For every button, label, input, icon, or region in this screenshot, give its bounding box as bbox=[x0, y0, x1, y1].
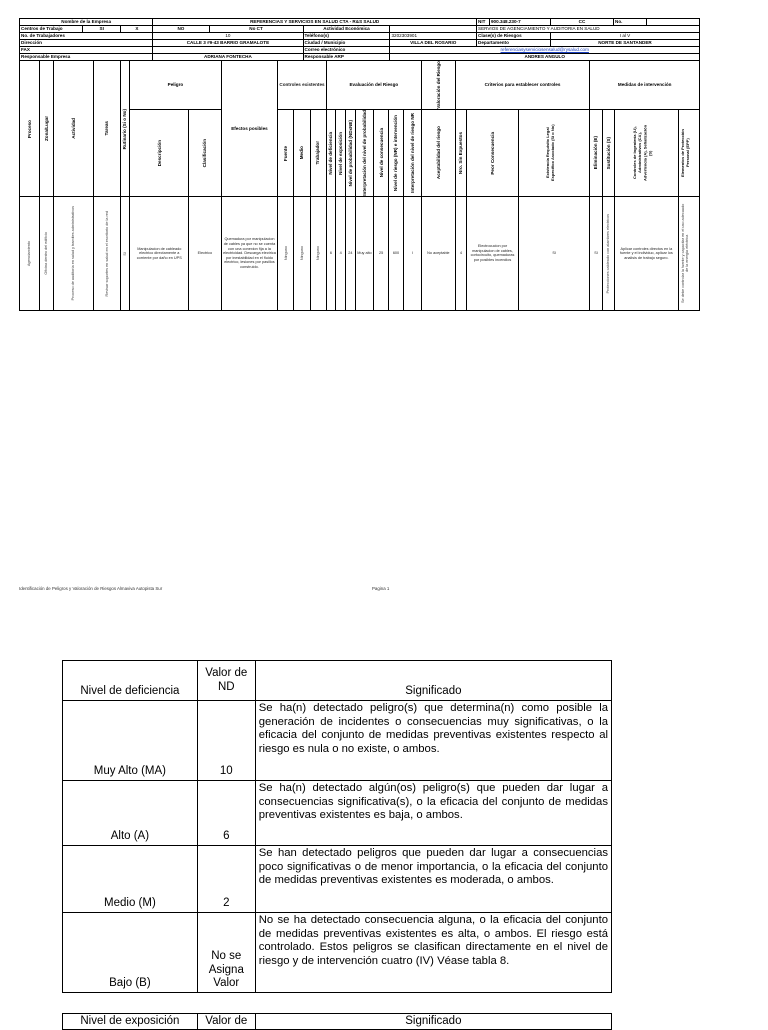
actividad-label: Actividad Económica bbox=[303, 26, 390, 33]
col-ingenieria: Controles de Ingeniería (I.I), Administrativos (CA), Advertencia (A), Señalización (S) bbox=[614, 110, 678, 197]
depto-value: NORTE DE SANTANDER bbox=[551, 40, 700, 47]
company-name: REFERENCIAS Y SERVICIOS EN SALUD CTA - R&S SALUD bbox=[153, 19, 477, 26]
direccion-label: Dirección bbox=[20, 40, 153, 47]
deficiencia-row-significado: Se ha(n) detectado peligro(s) que determina(n) como posible la generación de incidentes o consecuencias muy significativas, o la eficacia del conjunto de medidas preventivas existentes respecto al riesgo es nula o no existe, o ambos. bbox=[255, 701, 611, 781]
exposicion-table bbox=[62, 1013, 612, 1030]
deficiencia-header-significado: Significado bbox=[255, 661, 611, 701]
centros-no: NO bbox=[153, 26, 209, 33]
cell-fuente: Ninguno bbox=[278, 196, 294, 310]
risk-table bbox=[19, 60, 700, 311]
direccion-value: CALLE 3 #9-43 BARRIO GRAMALOTE bbox=[153, 40, 303, 47]
col-inr: Interpretación del nivel de riesgo NR bbox=[403, 110, 421, 197]
col-expuestos: Nro. Sin Expuestos bbox=[455, 110, 467, 197]
col-tareas: Tareas bbox=[93, 61, 120, 197]
trabajadores-value: 10 bbox=[153, 33, 303, 40]
cell-medio: Ninguno bbox=[294, 196, 310, 310]
col-requisito: Existencia Requisito Legal Específico Asociado (Si o No) bbox=[518, 110, 590, 197]
cell-sustitucion: Protecciones cableado con alambres electricos bbox=[602, 196, 614, 310]
cell-efectos: Quemadura por manipulacion de cables ya que no se cuenta con una conexion fija a la electricidad. Descarga electrica por inestabilidad en el fluido electrico, lesiones por pasillos construido. bbox=[221, 196, 278, 310]
cell-nr: 600 bbox=[389, 196, 404, 310]
ciudad-value: VILLA DEL ROSARIO bbox=[390, 40, 477, 47]
col-inp: Interpretación del nivel de probabilidad bbox=[355, 110, 373, 197]
col-valoracion: Valoración del Riesgo bbox=[422, 61, 455, 110]
deficiencia-table bbox=[62, 660, 612, 993]
deficiencia-row-valor: 10 bbox=[197, 701, 255, 781]
col-sustitucion: Sustitución (S) bbox=[602, 110, 614, 197]
deficiencia-row-valor: No se Asigna Valor bbox=[197, 913, 255, 993]
col-ne: Nivel de exposición bbox=[336, 110, 346, 197]
col-epp: Elementos de Protección Personal (EPP) bbox=[678, 110, 699, 197]
col-trabajador: Trabajador bbox=[310, 110, 326, 197]
deficiencia-row-nivel: Muy Alto (MA) bbox=[63, 701, 198, 781]
col-nr: Nivel de riesgo (NR) e intervención bbox=[389, 110, 404, 197]
col-zona: Zona/Lugar bbox=[39, 61, 53, 197]
exposicion-header-significado: Significado bbox=[255, 1014, 611, 1030]
nit-label: NIT bbox=[477, 19, 490, 26]
deficiencia-header-valor: Valor de ND bbox=[197, 661, 255, 701]
col-clasificacion: Clasificación bbox=[189, 110, 221, 197]
col-medio: Medio bbox=[294, 110, 310, 197]
cell-proceso: Agenciamiento bbox=[20, 196, 40, 310]
col-evaluacion: Evaluación del Riesgo bbox=[326, 61, 422, 110]
footer-page-number: Pagina 1 bbox=[372, 586, 390, 591]
col-eliminacion: Eliminación (E) bbox=[590, 110, 602, 197]
deficiencia-row-nivel: Alto (A) bbox=[63, 781, 198, 846]
no-ct-label: No CT bbox=[209, 26, 303, 33]
company-header-table bbox=[19, 18, 700, 61]
cell-tareas: Revisar soportes en salud en el escritorio de la red bbox=[93, 196, 120, 310]
cell-rutinario: SI bbox=[120, 196, 130, 310]
deficiencia-row-nivel: Bajo (B) bbox=[63, 913, 198, 993]
no-label: No. bbox=[614, 19, 647, 26]
exposicion-header-nivel: Nivel de exposición bbox=[63, 1014, 198, 1030]
company-name-label: Nombre de la Empresa bbox=[20, 19, 153, 26]
exposicion-table-wrap bbox=[62, 1013, 612, 1030]
cell-zona: Oficina dentro del edificio bbox=[39, 196, 53, 310]
footer-document-title: Identificación de Peligros y Valoración de Riesgos Almaviva Autopista Sur bbox=[19, 586, 163, 591]
cell-eliminacion: SI bbox=[590, 196, 602, 310]
centros-label: Centros de Trabajo bbox=[20, 26, 83, 33]
correo-link[interactable]: referenciasyserviciosensalud@rysalud.com bbox=[390, 47, 700, 54]
col-medidas: Medidas de intervención bbox=[590, 61, 700, 110]
exposicion-header-valor: Valor de bbox=[197, 1014, 255, 1030]
cell-inr: I bbox=[403, 196, 421, 310]
col-descripcion: Descripción bbox=[130, 110, 189, 197]
cell-np: 24 bbox=[346, 196, 356, 310]
resp-empresa-value: ADRIANA FONTECHA bbox=[153, 54, 303, 61]
resp-arp-value: ANDRES ANGULO bbox=[390, 54, 700, 61]
correo-label: Correo electrónico bbox=[303, 47, 390, 54]
actividad-value: SERVIOS DE AGENCIAMIENTO Y AUDITORIA EN SALUD bbox=[477, 26, 700, 33]
ciudad-label: Ciudad / Municipio bbox=[303, 40, 390, 47]
resp-empresa-label: Responsable Empresa bbox=[20, 54, 153, 61]
deficiencia-row-significado: No se ha detectado consecuencia alguna, o la eficacia del conjunto de medidas preventivas existentes es alta, o ambos. El riesgo está controlado. Estos peligros se clasifican directamente en el nivel de riesgo y de intervención cuatro (IV) Véase tabla 8. bbox=[255, 913, 611, 993]
telefono-label: Teléfono(s) bbox=[303, 33, 390, 40]
cell-ne: 4 bbox=[336, 196, 346, 310]
cell-inp: Muy alto bbox=[355, 196, 373, 310]
col-actividad: Actividad bbox=[53, 61, 93, 197]
cell-requisito: SI bbox=[518, 196, 590, 310]
cell-epp: Se debe controlar la fuente y capacitar en el uso adecuado de la energía eléctrica bbox=[678, 196, 699, 310]
cell-clasificacion: Electrico bbox=[189, 196, 221, 310]
col-nd: Nivel de deficiencia bbox=[326, 110, 336, 197]
resp-arp-label: Responsable ARP bbox=[303, 54, 390, 61]
cell-descripcion: Manipulacion de cableado electrico directamente a corriente por daño en UPS bbox=[130, 196, 189, 310]
no-value bbox=[647, 19, 700, 26]
clase-value: I al V bbox=[551, 33, 700, 40]
deficiencia-row-significado: Se ha(n) detectado algún(os) peligro(s) que pueden dar lugar a consecuencias significativa(s), o la eficacia del conjunto de medidas preventivas existentes es baja, o ambos. bbox=[255, 781, 611, 846]
centros-x: X bbox=[121, 26, 153, 33]
fax-label: FAX bbox=[20, 47, 153, 54]
trabajadores-label: No. de Trabajadores bbox=[20, 33, 153, 40]
deficiencia-row-significado: Se han detectado peligros que pueden dar lugar a consecuencias poco significativas o de menor importancia, o la eficacia del conjunto de medidas preventivas existentes es moderada, o ambos. bbox=[255, 846, 611, 913]
cell-actividad: Proceso de auditoría en salud y tramites administrativos bbox=[53, 196, 93, 310]
col-efectos: Efectos posibles bbox=[221, 61, 278, 197]
cc-label: CC bbox=[551, 19, 614, 26]
col-criterios: Criterios para establecer controles bbox=[455, 61, 590, 110]
col-peligro: Peligro bbox=[130, 61, 221, 110]
risk-matrix-sheet bbox=[19, 18, 700, 311]
cell-nd: 6 bbox=[326, 196, 336, 310]
cell-ingenieria: Aplicar controles directos en la fuente y el individuo, aplicar los analisis de trabajo seguro. bbox=[614, 196, 678, 310]
deficiencia-header-nivel: Nivel de deficiencia bbox=[63, 661, 198, 701]
cell-peor: Electrocucion por manipulacion de cables, cortocircuito, quemaduras por posibles incendios bbox=[467, 196, 519, 310]
col-rutinario: Rutinario (Si o No) bbox=[120, 61, 130, 197]
col-proceso: Proceso bbox=[20, 61, 40, 197]
cell-expuestos: 4 bbox=[455, 196, 467, 310]
col-np: Nivel de probabilidad (NDxNE) bbox=[346, 110, 356, 197]
nit-value: 900.348.230-7 bbox=[490, 19, 551, 26]
cell-trabajador: Ninguno bbox=[310, 196, 326, 310]
telefono-value: 3202303901 bbox=[390, 33, 477, 40]
deficiencia-row-nivel: Medio (M) bbox=[63, 846, 198, 913]
cell-aceptabilidad: No aceptable bbox=[422, 196, 455, 310]
depto-label: Departamento bbox=[477, 40, 551, 47]
col-fuente: Fuente bbox=[278, 110, 294, 197]
deficiencia-table-wrap bbox=[62, 660, 612, 993]
cell-nc: 25 bbox=[374, 196, 389, 310]
col-nc: Nivel de consecuencia bbox=[374, 110, 389, 197]
clase-label: Clase(s) de Riesgos bbox=[477, 33, 551, 40]
col-peor: Peor Consecuencia bbox=[467, 110, 519, 197]
col-aceptabilidad: Aceptabilidad del riesgo bbox=[422, 110, 455, 197]
centros-si: SI bbox=[83, 26, 121, 33]
col-controles: Controles existentes bbox=[278, 61, 326, 110]
deficiencia-row-valor: 6 bbox=[197, 781, 255, 846]
deficiencia-row-valor: 2 bbox=[197, 846, 255, 913]
